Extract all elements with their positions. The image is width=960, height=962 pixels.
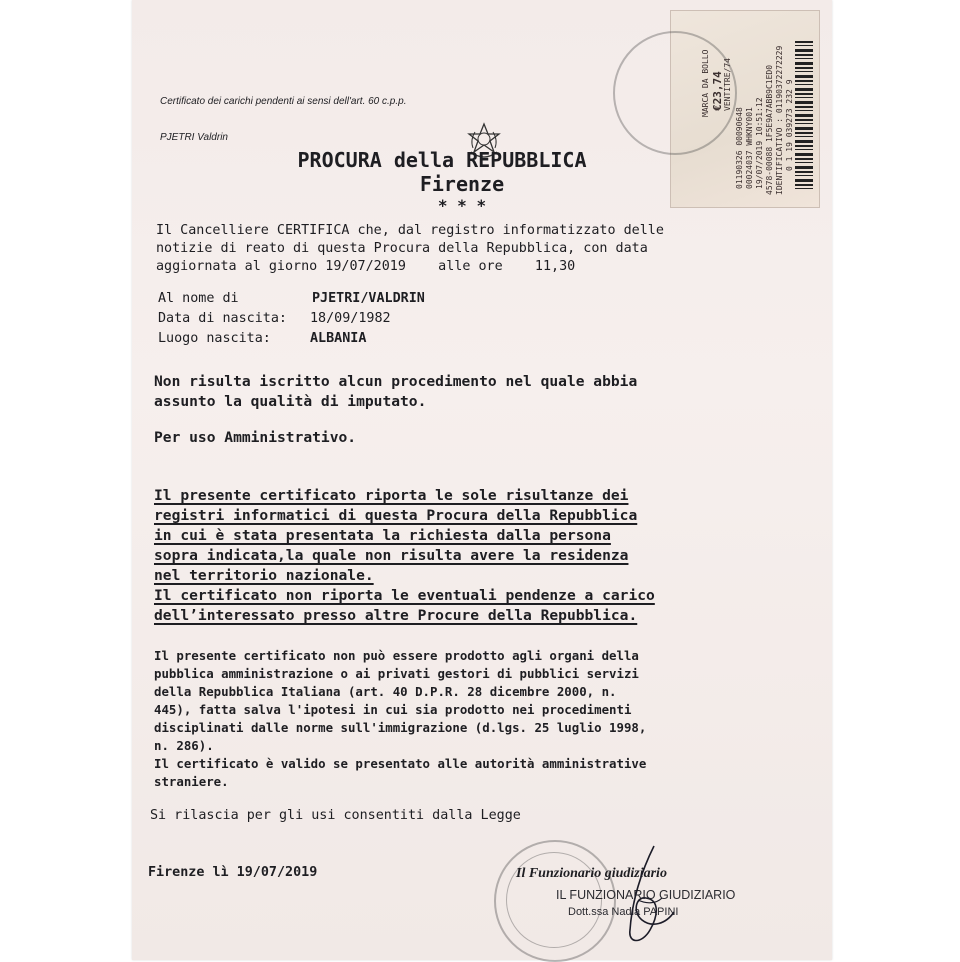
notice-line: Il presente certificato riporta le sole risultanze dei bbox=[154, 487, 629, 504]
stamp-line2: VENTITRE/74 bbox=[723, 58, 732, 111]
legal-line: straniere. bbox=[154, 774, 229, 789]
intro-line1: Il Cancelliere CERTIFICA che, dal registro informatizzato delle bbox=[156, 223, 664, 238]
dob-value: 18/09/1982 bbox=[310, 311, 391, 326]
notice-line: nel territorio nazionale. bbox=[154, 567, 374, 584]
name-label: Al nome di bbox=[158, 291, 239, 306]
stamp-line3: 01190326 00090648 bbox=[735, 107, 744, 189]
header-note-line1: Certificato dei carichi pendenti ai sensi dell'art. 60 c.p.p. bbox=[160, 96, 407, 107]
stamp-line5: 19/07/2019 10:51:12 bbox=[755, 97, 764, 189]
use-statement: Per uso Amministrativo. bbox=[154, 429, 357, 446]
legal-line: pubblica amministrazione o ai privati gestori di pubblici servizi bbox=[154, 666, 639, 681]
stamp-barcode bbox=[795, 41, 813, 191]
result-line1: Non risulta iscritto alcun procedimento nel quale abbia bbox=[154, 373, 638, 390]
stamp-line2: Dott.ssa Nadia PAPINI bbox=[568, 906, 679, 918]
legal-line: disciplinati dalle norme sull'immigrazione (d.lgs. 25 luglio 1998, bbox=[154, 720, 647, 735]
release-statement: Si rilascia per gli usi consentiti dalla Legge bbox=[150, 808, 521, 823]
legal-line: Il certificato è valido se presentato alle autorità amministrative bbox=[154, 756, 647, 771]
place-date: Firenze lì 19/07/2019 bbox=[148, 865, 318, 880]
title-stars: * * * bbox=[437, 196, 487, 215]
signature-icon bbox=[602, 840, 682, 950]
certificate-document bbox=[132, 0, 832, 960]
legal-line: n. 286). bbox=[154, 738, 214, 753]
notice-line: registri informatici di questa Procura della Repubblica bbox=[154, 507, 638, 524]
legal-line: Il presente certificato non può essere prodotto agli organi della bbox=[154, 648, 639, 663]
legal-line: della Repubblica Italiana (art. 40 D.P.R. 28 dicembre 2000, n. bbox=[154, 684, 617, 699]
stamp-line1: MARCA DA BOLLO bbox=[701, 49, 710, 117]
stamp-line6: 4578-00088 1F5E9A7ABB9C1ED0 bbox=[765, 64, 774, 195]
official-title: Il Funzionario giudiziario bbox=[516, 866, 667, 881]
stamp-line4: 00024037 WHKNY001 bbox=[745, 107, 754, 189]
header-note-line2: PJETRI Valdrin bbox=[160, 132, 228, 143]
notice-line: Il certificato non riporta le eventuali pendenze a carico bbox=[154, 587, 655, 604]
notice-line: dell’interessato presso altre Procure della Repubblica. bbox=[154, 607, 638, 624]
pob-value: ALBANIA bbox=[310, 331, 367, 346]
intro-line2: notizie di reato di questa Procura della Repubblica, con data bbox=[156, 241, 648, 256]
city-title: Firenze bbox=[419, 172, 505, 196]
pob-label: Luogo nascita: bbox=[158, 331, 271, 346]
stamp-line1: IL FUNZIONARIO GIUDIZIARIO bbox=[556, 888, 736, 902]
notice-line: in cui è stata presentata la richiesta dalla persona bbox=[154, 527, 611, 544]
stamp-line7: IDENTIFICATIVO : 01190372272229 bbox=[775, 45, 784, 195]
stamp-barcode-number: 0 1 19 039273 232 9 bbox=[785, 79, 794, 171]
dob-label: Data di nascita: bbox=[158, 311, 287, 326]
office-title: PROCURA della REPUBBLICA bbox=[297, 148, 587, 172]
notice-line: sopra indicata,la quale non risulta avere la residenza bbox=[154, 547, 629, 564]
revenue-stamp bbox=[670, 10, 820, 208]
intro-line3: aggiornata al giorno 19/07/2019 alle ore 11,30 bbox=[156, 259, 576, 274]
name-value: PJETRI/VALDRIN bbox=[312, 291, 425, 306]
stamp-amount: €23,74 bbox=[711, 71, 724, 111]
italian-emblem-icon bbox=[428, 103, 462, 141]
result-line2: assunto la qualità di imputato. bbox=[154, 393, 427, 410]
legal-line: 445), fatta salva l'ipotesi in cui sia prodotto nei procedimenti bbox=[154, 702, 632, 717]
